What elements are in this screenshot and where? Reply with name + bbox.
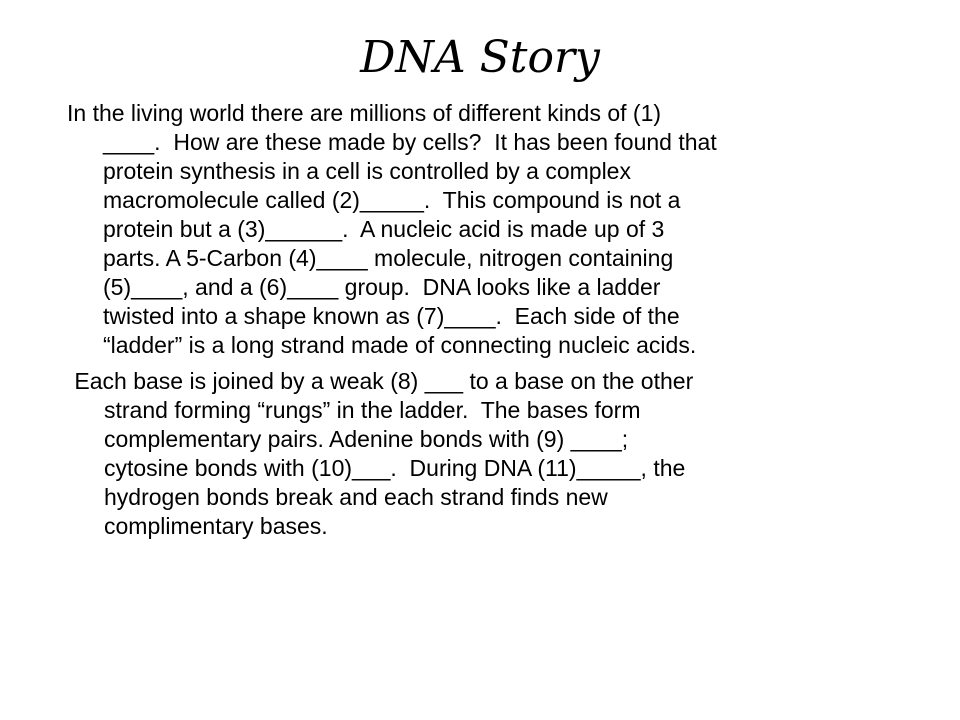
paragraph-1-line: protein synthesis in a cell is controlled by a complex xyxy=(103,158,631,184)
paragraph-2-line: complementary pairs. Adenine bonds with (9) ____; xyxy=(104,426,629,452)
paragraph-1-line: parts. A 5-Carbon (4)____ molecule, nitrogen containing xyxy=(103,245,674,271)
paragraph-2-line: complimentary bases. xyxy=(104,513,328,539)
paragraph-2-line: cytosine bonds with (10)___. During DNA (11)_____, the xyxy=(104,455,686,481)
paragraph-1-line: ____. How are these made by cells? It has been found that xyxy=(103,129,717,155)
paragraph-1-line: protein but a (3)______. A nucleic acid is made up of 3 xyxy=(103,216,665,242)
paragraph-2 xyxy=(68,367,948,541)
paragraph-2-line: Each base is joined by a weak (8) ___ to a base on the other xyxy=(68,368,694,394)
paragraph-1-line: macromolecule called (2)_____. This compound is not a xyxy=(103,187,681,213)
paragraph-2-line: strand forming “rungs” in the ladder. The bases form xyxy=(104,397,641,423)
paragraph-1-line: “ladder” is a long strand made of connecting nucleic acids. xyxy=(103,332,697,358)
paragraph-2-line: hydrogen bonds break and each strand finds new xyxy=(104,484,608,510)
paragraph-1 xyxy=(67,99,947,360)
paragraph-1-line: twisted into a shape known as (7)____. Each side of the xyxy=(103,303,680,329)
paragraph-1-line: In the living world there are millions of different kinds of (1) xyxy=(67,100,662,126)
paragraph-1-line: (5)____, and a (6)____ group. DNA looks like a ladder xyxy=(103,274,661,300)
slide-title: DNA Story xyxy=(360,32,600,83)
